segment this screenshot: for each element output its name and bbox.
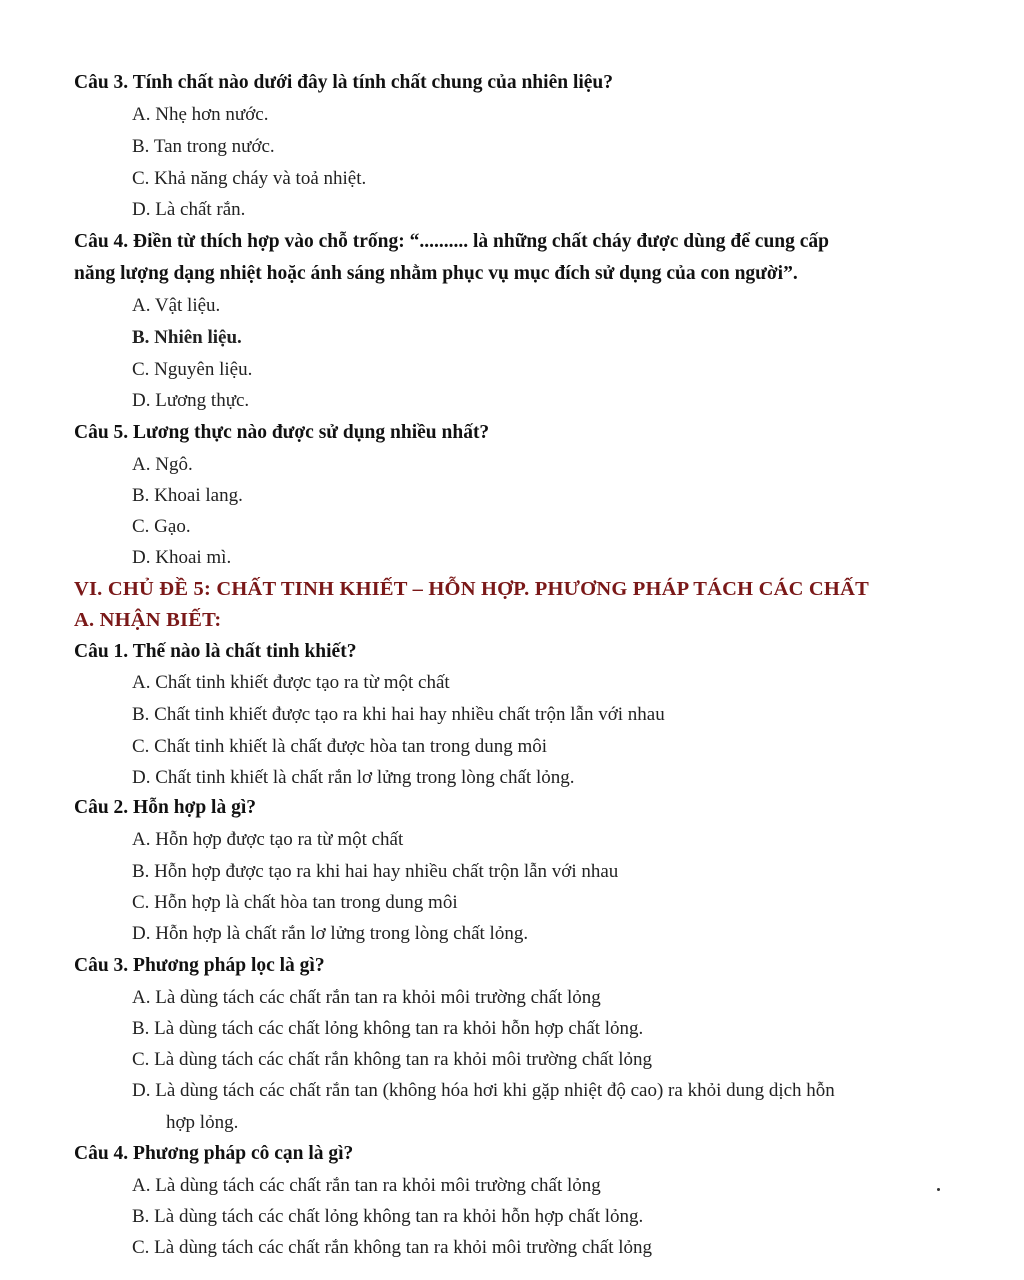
question-heading: Câu 1. Thế nào là chất tinh khiết?: [74, 641, 357, 662]
answer-option: B. Hỗn hợp được tạo ra khi hai hay nhiều chất trộn lẫn với nhau: [132, 861, 619, 882]
answer-option: D. Hỗn hợp là chất rắn lơ lửng trong lòng chất lỏng.: [132, 923, 529, 944]
answer-option: C. Là dùng tách các chất rắn không tan ra khỏi môi trường chất lỏng: [132, 1049, 652, 1070]
question-heading: Câu 2. Hỗn hợp là gì?: [74, 797, 257, 818]
answer-option: D. Là chất rắn.: [132, 199, 246, 220]
answer-option: C. Khả năng cháy và toả nhiệt.: [132, 168, 367, 189]
question-heading: Câu 5. Lương thực nào được sử dụng nhiều nhất?: [74, 422, 490, 443]
section-heading: VI. CHỦ ĐỀ 5: CHẤT TINH KHIẾT – HỖN HỢP. PHƯƠNG PHÁP TÁCH CÁC CHẤT: [74, 578, 869, 600]
answer-option: D. Chất tinh khiết là chất rắn lơ lửng trong lòng chất lỏng.: [132, 767, 575, 788]
answer-option: C. Hỗn hợp là chất hòa tan trong dung môi: [132, 892, 458, 913]
answer-option: B. Chất tinh khiết được tạo ra khi hai hay nhiều chất trộn lẫn với nhau: [132, 704, 665, 725]
answer-option: D. Lương thực.: [132, 390, 250, 411]
answer-option: D. Là dùng tách các chất rắn tan (không hóa hơi khi gặp nhiệt độ cao) ra khỏi dung dịch hỗn: [132, 1080, 835, 1101]
subsection-heading: A. NHẬN BIẾT:: [74, 609, 222, 631]
answer-option: C. Chất tinh khiết là chất được hòa tan trong dung môi: [132, 736, 548, 757]
answer-option: A. Nhẹ hơn nước.: [132, 104, 269, 125]
answer-option: A. Ngô.: [132, 454, 193, 475]
answer-option: C. Là dùng tách các chất rắn không tan ra khỏi môi trường chất lỏng: [132, 1237, 652, 1258]
answer-option-continuation: hợp lỏng.: [166, 1112, 239, 1133]
answer-option: A. Vật liệu.: [132, 295, 221, 316]
question-heading: Câu 3. Tính chất nào dưới đây là tính chất chung của nhiên liệu?: [74, 72, 614, 93]
question-heading: Câu 3. Phương pháp lọc là gì?: [74, 955, 325, 976]
answer-option: B. Là dùng tách các chất lỏng không tan ra khỏi hỗn hợp chất lỏng.: [132, 1206, 644, 1227]
answer-option: A. Chất tinh khiết được tạo ra từ một chất: [132, 672, 450, 693]
answer-option: B. Khoai lang.: [132, 485, 243, 506]
answer-option: C. Gạo.: [132, 516, 191, 537]
answer-option: A. Là dùng tách các chất rắn tan ra khỏi môi trường chất lỏng: [132, 1175, 601, 1196]
answer-option: B. Là dùng tách các chất lỏng không tan ra khỏi hỗn hợp chất lỏng.: [132, 1018, 644, 1039]
question-heading: Câu 4. Phương pháp cô cạn là gì?: [74, 1143, 354, 1164]
answer-option: B. Tan trong nước.: [132, 136, 275, 157]
stray-mark: [937, 1188, 940, 1191]
answer-option: D. Khoai mì.: [132, 547, 232, 568]
answer-option: C. Nguyên liệu.: [132, 359, 253, 380]
answer-option: A. Hỗn hợp được tạo ra từ một chất: [132, 829, 404, 850]
question-heading-continuation: năng lượng dạng nhiệt hoặc ánh sáng nhằm phục vụ mục đích sử dụng của con người”.: [74, 263, 798, 284]
answer-option-highlighted: B. Nhiên liệu.: [132, 327, 242, 348]
answer-option: A. Là dùng tách các chất rắn tan ra khỏi môi trường chất lỏng: [132, 987, 601, 1008]
question-heading: Câu 4. Điền từ thích hợp vào chỗ trống: “.......... là những chất cháy được dùng để cung cấp: [74, 231, 830, 252]
